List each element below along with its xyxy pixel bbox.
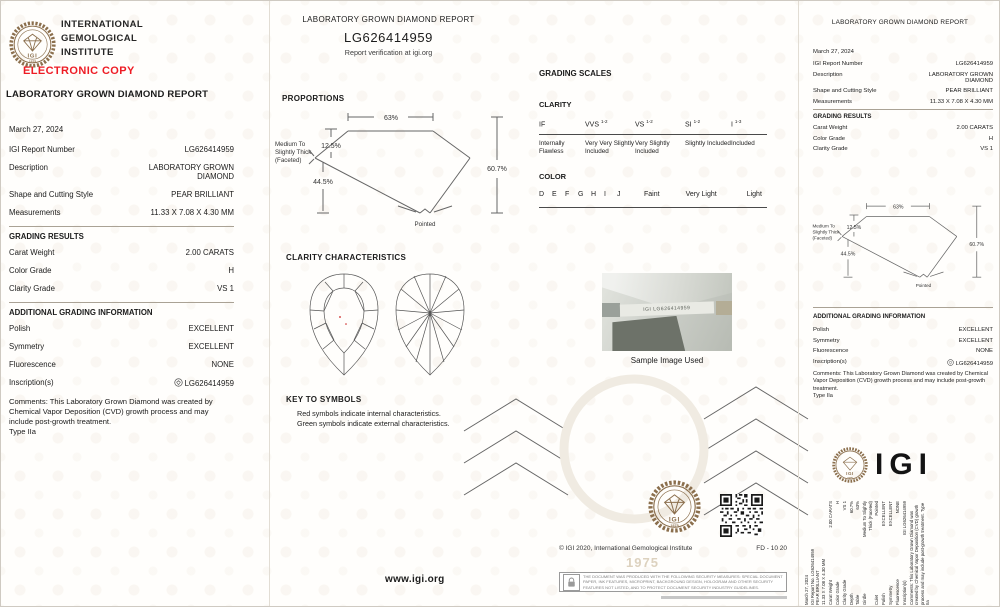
comments-text: Comments: This Laboratory Grown Diamond was created by Chemical Vapor Deposition (CVD) growth process and may include post-growth treatment. Type IIa bbox=[9, 397, 213, 437]
grading-results-heading: GRADING RESULTS bbox=[9, 226, 234, 241]
stub-row: Carat Weight 2.00 CARATS bbox=[828, 501, 834, 605]
field-value: NONE bbox=[211, 360, 234, 369]
field-row bbox=[9, 163, 234, 181]
field-label: Polish bbox=[9, 324, 31, 333]
field-label: Fluorescence bbox=[9, 360, 56, 369]
field-value: 11.33 X 7.08 X 4.30 MM bbox=[929, 98, 993, 105]
report-date: March 27, 2024 bbox=[813, 49, 854, 55]
igi-logo-text: IGI bbox=[875, 448, 934, 481]
field-value: EXCELLENT bbox=[958, 337, 993, 344]
comments-text: Comments: This Laboratory Grown Diamond was created by Chemical Vapor Deposition (CVD) growth process and may include post-growth treatment. Type IIa bbox=[813, 371, 988, 399]
field-row bbox=[813, 348, 993, 354]
color-letter: J bbox=[617, 191, 621, 199]
center-report-title: LABORATORY GROWN DIAMOND REPORT bbox=[302, 15, 475, 24]
field-value: EXCELLENT bbox=[188, 342, 234, 351]
clarity-plot-diagrams bbox=[297, 267, 477, 382]
svg-text:IGI: IGI bbox=[27, 53, 38, 60]
color-letter: G bbox=[578, 191, 584, 199]
svg-text:Slightly Thick: Slightly Thick bbox=[812, 229, 840, 235]
svg-text:Medium To: Medium To bbox=[812, 223, 835, 229]
stub-date: March 27, 2024 bbox=[804, 575, 809, 605]
stub-row: Culet Pointed bbox=[874, 501, 880, 605]
color-letter: H bbox=[591, 191, 597, 199]
field-row bbox=[9, 248, 234, 257]
sample-diamond-image bbox=[602, 273, 732, 351]
report-details bbox=[9, 125, 234, 437]
panel-divider-right bbox=[798, 1, 799, 606]
report-title: LABORATORY GROWN DIAMOND REPORT bbox=[6, 89, 209, 100]
org-name-line: INSTITUTE bbox=[61, 47, 114, 58]
field-row bbox=[9, 190, 234, 199]
stub-measurements: 11.33 X 7.08 X 4.30 MM bbox=[820, 558, 826, 605]
stub-row: Symmetry EXCELLENT bbox=[888, 501, 894, 605]
field-value: 2.00 CARATS bbox=[956, 125, 993, 131]
field-row bbox=[813, 72, 993, 84]
field-row bbox=[813, 88, 993, 94]
svg-text:60.7%: 60.7% bbox=[487, 166, 507, 173]
clarity-grade-desc: Very Slightly Included bbox=[635, 140, 670, 156]
security-strip-bar bbox=[661, 596, 787, 599]
field-value: LABORATORY GROWN DIAMOND bbox=[928, 71, 993, 84]
field-label: Color Grade bbox=[9, 266, 52, 275]
field-value: H bbox=[228, 266, 234, 275]
field-row bbox=[9, 360, 234, 369]
clarity-grade-code: VS $^{1-2}$ bbox=[635, 119, 653, 129]
sample-image-band bbox=[716, 301, 732, 315]
clarity-grade-desc: Included bbox=[731, 140, 755, 148]
copyright-text: © IGI 2020, International Gemological Institute bbox=[559, 545, 693, 552]
svg-text:Slightly Thick: Slightly Thick bbox=[275, 149, 312, 156]
field-value: EXCELLENT bbox=[958, 327, 993, 333]
igi-logo bbox=[832, 447, 933, 483]
field-value: LG626414959 bbox=[955, 61, 993, 67]
clarity-scale-heading: CLARITY bbox=[539, 100, 572, 109]
right-panel-title: LABORATORY GROWN DIAMOND REPORT bbox=[831, 19, 969, 26]
proportions-heading: PROPORTIONS bbox=[282, 94, 345, 103]
svg-text:Pointed: Pointed bbox=[915, 282, 932, 288]
key-line: Red symbols indicate internal characteristics. bbox=[297, 409, 441, 418]
panel-divider-left bbox=[269, 1, 270, 606]
field-label: Carat Weight bbox=[813, 125, 848, 131]
qr-code bbox=[720, 494, 763, 537]
field-value: LG626414959 bbox=[947, 359, 993, 367]
svg-text:44.5%: 44.5% bbox=[840, 251, 856, 258]
field-row bbox=[813, 136, 993, 142]
stub-report-no: IGI Report No. LG626414959 bbox=[809, 548, 815, 605]
field-value: LG626414959 bbox=[184, 145, 234, 154]
stub-row: Depth 60.7% bbox=[848, 501, 854, 605]
org-name bbox=[61, 18, 143, 60]
security-strip bbox=[559, 572, 787, 592]
left-report-panel bbox=[1, 1, 269, 607]
svg-text:Pointed: Pointed bbox=[414, 221, 436, 228]
color-letter: F bbox=[565, 191, 570, 199]
field-label: Shape and Cutting Style bbox=[9, 190, 94, 199]
field-label: Measurements bbox=[813, 98, 852, 105]
detachable-stub bbox=[804, 501, 964, 605]
svg-text:1975: 1975 bbox=[28, 59, 37, 64]
svg-text:IGI: IGI bbox=[668, 516, 681, 524]
svg-text:(Faceted): (Faceted) bbox=[812, 235, 833, 241]
clarity-grade-desc: Slightly Included bbox=[685, 140, 731, 148]
field-row bbox=[9, 324, 234, 333]
svg-text:63%: 63% bbox=[383, 115, 399, 122]
clarity-grade-code: IF bbox=[539, 121, 546, 129]
stub-content bbox=[804, 501, 962, 605]
girdle-inscription-strip: IGI LG626414959 bbox=[620, 301, 714, 317]
field-row bbox=[813, 327, 993, 333]
field-label: IGI Report Number bbox=[9, 145, 75, 154]
grading-results-heading: GRADING RESULTS bbox=[813, 109, 993, 120]
sample-image-caption: Sample Image Used bbox=[630, 356, 704, 365]
field-label: Shape and Cutting Style bbox=[813, 88, 877, 94]
igi-inscription-logo-icon bbox=[947, 359, 954, 366]
clarity-scale-codes bbox=[539, 119, 767, 135]
field-value: PEAR BRILLIANT bbox=[171, 190, 234, 199]
field-label: Inscription(s) bbox=[813, 358, 847, 365]
proportions-diagram-mini bbox=[811, 197, 996, 290]
field-label: Description bbox=[813, 71, 843, 78]
field-value: EXCELLENT bbox=[188, 324, 234, 333]
additional-grading-heading: ADDITIONAL GRADING INFORMATION bbox=[813, 307, 993, 320]
field-row bbox=[9, 342, 234, 351]
color-range: Faint bbox=[644, 191, 660, 199]
key-line: Green symbols indicate external characteristics. bbox=[297, 418, 450, 428]
field-row bbox=[813, 99, 993, 105]
stub-header bbox=[804, 501, 826, 605]
svg-text:IGI: IGI bbox=[846, 471, 854, 477]
lock-icon bbox=[563, 574, 580, 591]
svg-text:Medium To: Medium To bbox=[275, 141, 306, 148]
clarity-grade-desc: Internally Flawless bbox=[539, 140, 565, 156]
stub-comments: Comments: This Laboratory Grown Diamond was created by Chemical Vapor Deposition (CVD) growth process and may include post-growth treatment. Type IIa bbox=[908, 502, 931, 605]
color-letter: I bbox=[604, 191, 606, 199]
verification-note: Report verification at igi.org bbox=[344, 48, 433, 57]
field-row bbox=[813, 61, 993, 67]
clarity-grade-code: VVS $^{1-2}$ bbox=[585, 119, 608, 129]
igi-seal-icon bbox=[9, 21, 56, 68]
field-label: Measurements bbox=[9, 208, 61, 217]
field-value: PEAR BRILLIANT bbox=[945, 88, 993, 94]
svg-text:1975: 1975 bbox=[847, 477, 853, 481]
svg-text:60.7%: 60.7% bbox=[969, 242, 985, 249]
field-value: 2.00 CARATS bbox=[185, 248, 234, 257]
watermark-year: 1975 bbox=[626, 555, 659, 570]
color-scale-heading: COLOR bbox=[539, 172, 567, 182]
field-label: Description bbox=[9, 163, 48, 172]
igi-certification-seal-icon bbox=[648, 480, 701, 533]
center-report-number: LG626414959 bbox=[343, 30, 433, 45]
field-label: Clarity Grade bbox=[813, 146, 848, 152]
clarity-scale-descriptions bbox=[539, 140, 767, 156]
color-range: Light bbox=[746, 191, 762, 199]
field-label: Color Grade bbox=[813, 135, 846, 142]
right-report-details bbox=[813, 49, 993, 157]
svg-text:(Faceted): (Faceted) bbox=[275, 157, 302, 164]
sample-image-shadow bbox=[612, 316, 685, 351]
field-label: IGI Report Number bbox=[813, 61, 863, 67]
key-to-symbols-heading: KEY TO SYMBOLS bbox=[286, 395, 362, 404]
field-value: 11.33 X 7.08 X 4.30 MM bbox=[150, 208, 234, 217]
additional-grading-heading: ADDITIONAL GRADING INFORMATION bbox=[9, 302, 234, 317]
field-value: VS 1 bbox=[217, 284, 234, 293]
org-name-line: GEMOLOGICAL bbox=[61, 33, 138, 44]
color-scale-row bbox=[539, 191, 767, 208]
field-row bbox=[9, 145, 234, 154]
field-row bbox=[813, 146, 993, 152]
field-value: LG626414959 bbox=[174, 378, 234, 388]
igi-seal-icon bbox=[832, 447, 868, 483]
center-title-block bbox=[271, 15, 506, 57]
key-to-symbols-text bbox=[297, 409, 450, 428]
color-letter: E bbox=[552, 191, 557, 199]
form-code: FD - 10 20 bbox=[756, 545, 787, 552]
stub-row: Table 63% bbox=[855, 501, 861, 605]
right-additional-grading bbox=[813, 304, 993, 400]
igi-inscription-logo-icon bbox=[174, 378, 183, 387]
stub-shape: PEAR BRILLIANT bbox=[815, 570, 821, 605]
proportions-diagram bbox=[273, 105, 523, 230]
electronic-copy-label: ELECTRONIC COPY bbox=[23, 65, 135, 77]
field-row bbox=[9, 208, 234, 217]
field-label: Polish bbox=[813, 327, 830, 333]
field-value: NONE bbox=[975, 348, 993, 354]
field-label: Clarity Grade bbox=[9, 284, 55, 293]
field-row bbox=[813, 125, 993, 131]
sample-image-band bbox=[602, 303, 620, 317]
comments-type-line: Type IIa bbox=[9, 427, 37, 437]
inscription-row bbox=[813, 359, 993, 367]
grading-scales-section bbox=[539, 69, 767, 208]
report-date: March 27, 2024 bbox=[9, 125, 64, 134]
svg-text:44.5%: 44.5% bbox=[313, 179, 333, 186]
inscription-row bbox=[9, 378, 234, 388]
field-row bbox=[813, 338, 993, 344]
color-letter: D bbox=[539, 191, 545, 199]
field-label: Fluorescence bbox=[813, 348, 849, 354]
internal-characteristic-symbol bbox=[345, 323, 347, 325]
grading-scales-heading: GRADING SCALES bbox=[539, 69, 612, 78]
security-text: THE DOCUMENT WAS PRODUCED WITH THE FOLLOWING SECURITY MEASURES: SPECIAL DOCUMENT PAPER, INK FEATURES, MICROPRINT, BACKGROUND DESIGN, HOLOGRAM AND OTHER SECURITY FEATURES NOT LISTED, AND TO PROTECT DOCUMENT SECURITY INDUSTRY GUIDELINES. bbox=[583, 573, 783, 590]
website-url: www.igi.org bbox=[385, 574, 445, 585]
clarity-grade-code: SI $^{1-2}$ bbox=[685, 119, 701, 129]
stub-row: Fluorescence NONE bbox=[894, 501, 900, 605]
field-value: VS 1 bbox=[980, 146, 993, 152]
svg-text:1975: 1975 bbox=[670, 524, 679, 529]
org-name-line: INTERNATIONAL bbox=[61, 19, 144, 30]
svg-text:63%: 63% bbox=[893, 204, 904, 211]
clarity-grade-code: I $^{1-3}$ bbox=[731, 119, 742, 129]
field-value: LABORATORY GROWN DIAMOND bbox=[148, 163, 234, 181]
field-label: Inscription(s) bbox=[9, 378, 54, 387]
clarity-characteristics-heading: CLARITY CHARACTERISTICS bbox=[286, 253, 407, 262]
field-label: Symmetry bbox=[9, 342, 45, 351]
clarity-grade-desc: Very Very Slightly Included bbox=[585, 140, 634, 156]
field-label: Symmetry bbox=[813, 337, 840, 344]
field-value: H bbox=[988, 135, 993, 142]
stub-row: Inscription(s) IGI LG626414959 bbox=[901, 501, 907, 605]
field-label: Carat Weight bbox=[9, 248, 55, 257]
comments-type-line: Type IIa bbox=[813, 392, 833, 399]
field-row bbox=[9, 284, 234, 293]
stub-row: Polish EXCELLENT bbox=[881, 501, 887, 605]
svg-text:12.5%: 12.5% bbox=[846, 225, 862, 232]
stub-row: Girdle Medium To Slightly Thick (Faceted) bbox=[862, 501, 873, 605]
internal-characteristic-symbol bbox=[339, 316, 341, 318]
color-range: Very Light bbox=[685, 191, 717, 199]
field-row bbox=[9, 266, 234, 275]
stub-row: Clarity Grade VS 1 bbox=[841, 501, 847, 605]
svg-text:12.5%: 12.5% bbox=[321, 143, 341, 150]
stub-row: Color Grade H bbox=[835, 501, 841, 605]
